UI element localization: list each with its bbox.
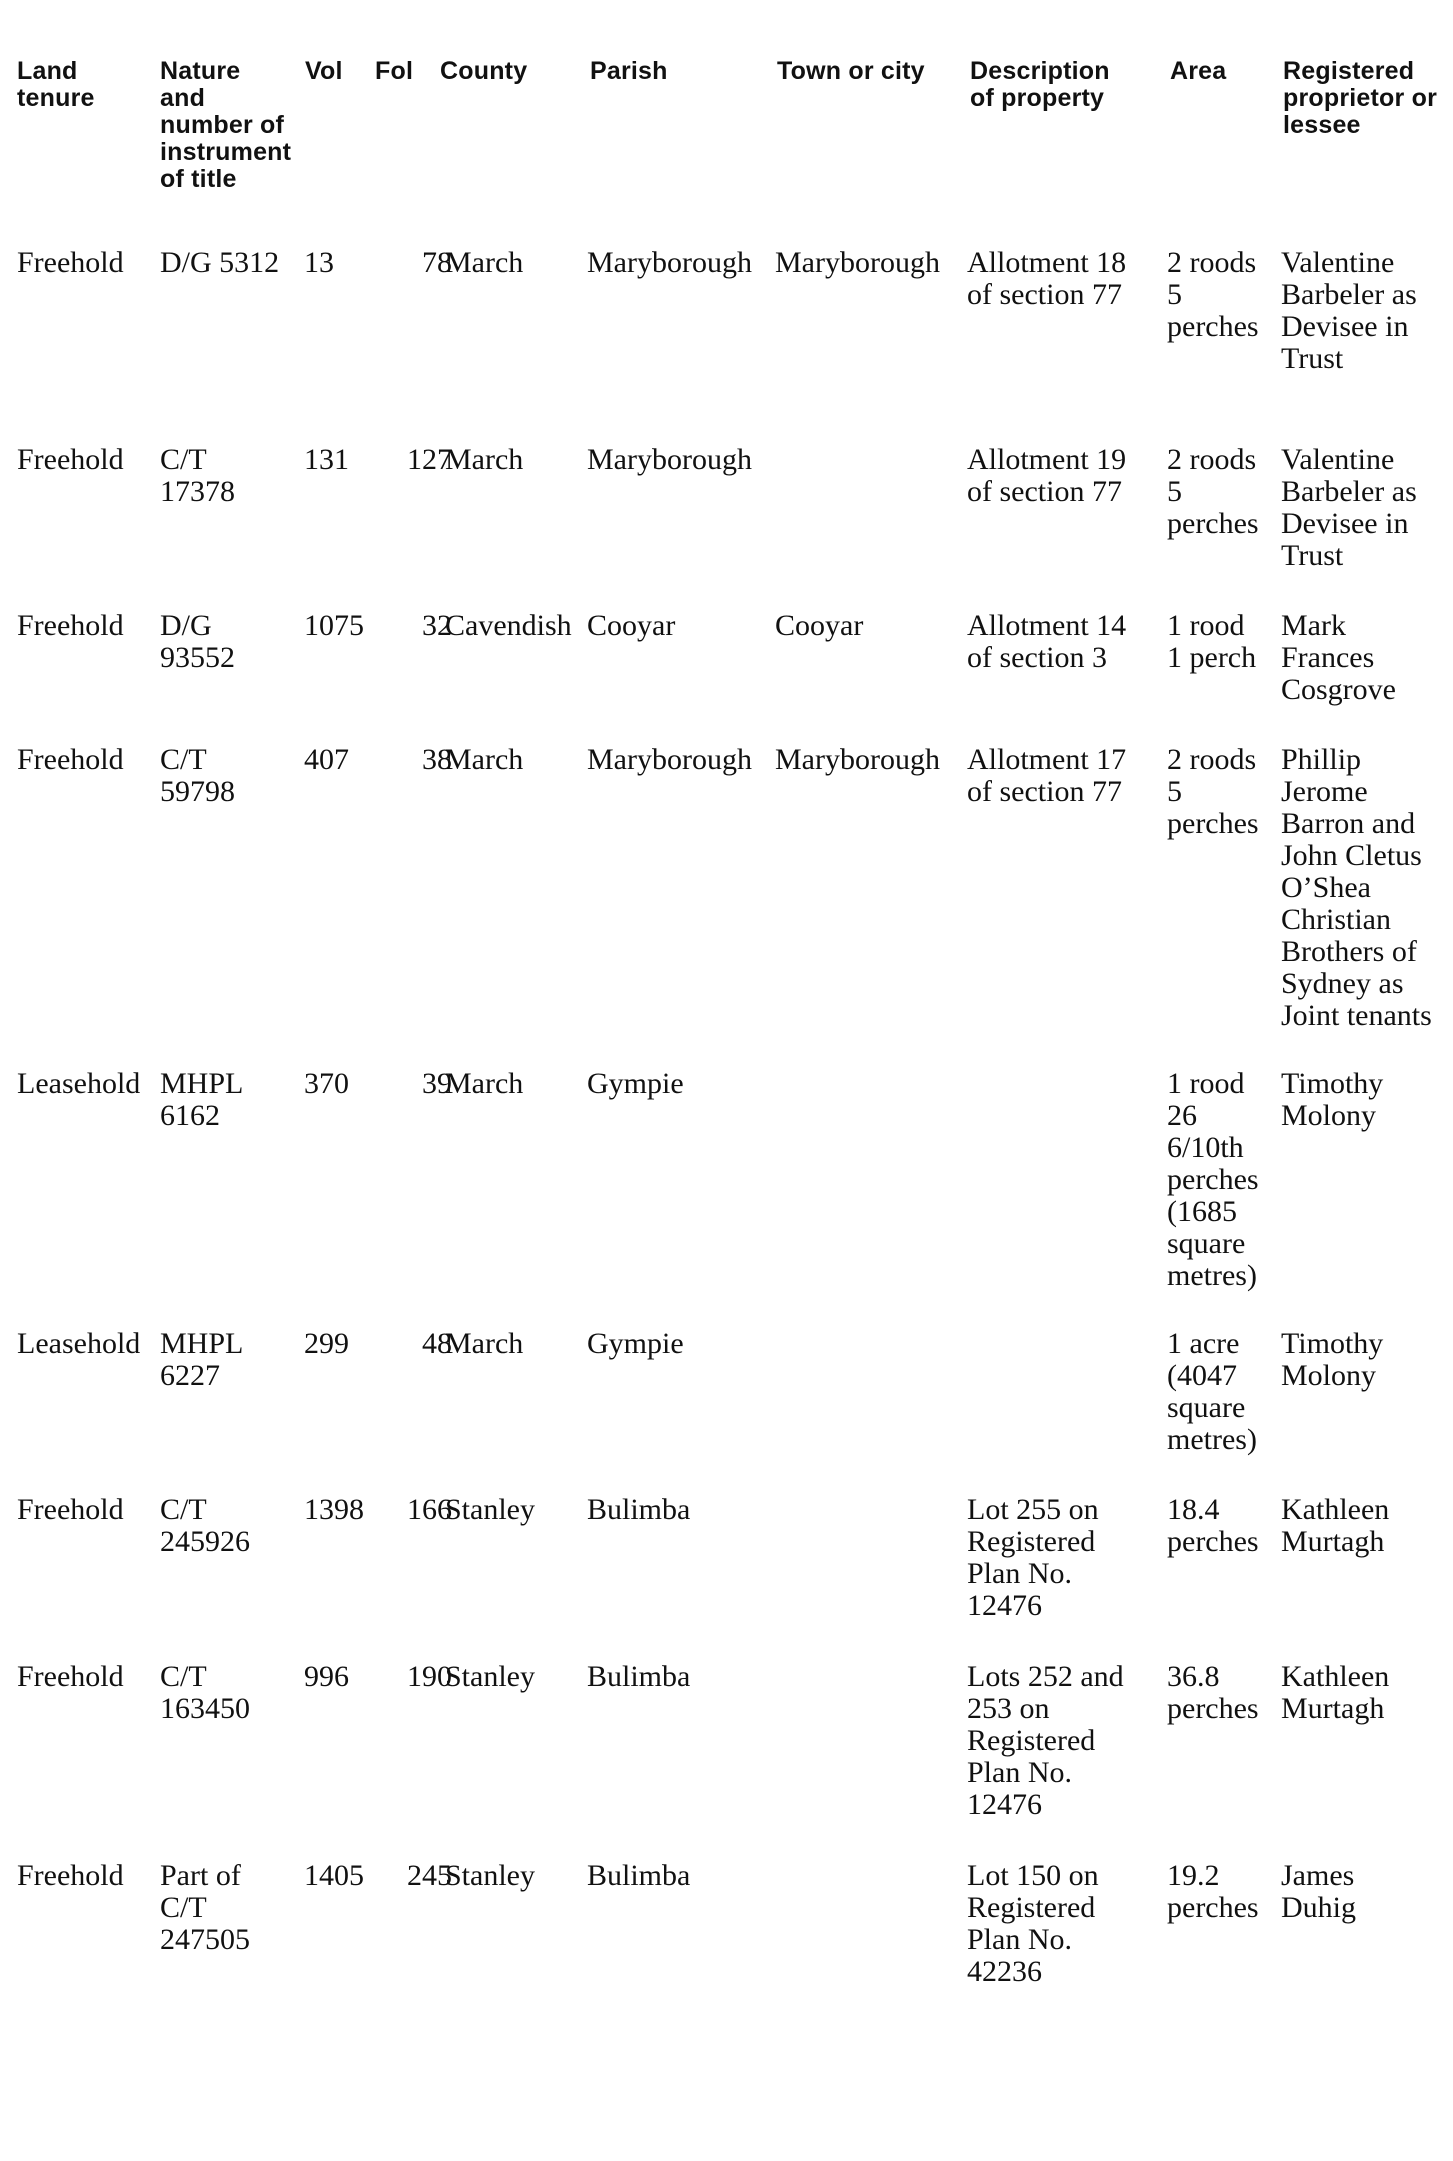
cell-county: Stanley: [445, 1859, 535, 1892]
cell-vol: 13: [304, 246, 334, 279]
cell-parish: Gympie: [587, 1327, 684, 1360]
cell-area: 2 roods 5 perches: [1167, 443, 1259, 540]
cell-town: Cooyar: [775, 609, 864, 642]
cell-tenure: Freehold: [17, 1493, 124, 1526]
cell-fol: 166: [407, 1493, 452, 1526]
header-description: Description of property: [970, 57, 1110, 112]
cell-parish: Bulimba: [587, 1859, 691, 1892]
cell-instrument: C/T 17378: [160, 443, 235, 508]
header-fol: Fol: [375, 57, 414, 85]
cell-tenure: Freehold: [17, 743, 124, 776]
cell-fol: 38: [422, 743, 452, 776]
cell-instrument: MHPL 6162: [160, 1067, 244, 1132]
cell-county: March: [445, 1067, 524, 1100]
cell-vol: 407: [304, 743, 349, 776]
cell-town: Maryborough: [775, 743, 940, 776]
cell-proprietor: Valentine Barbeler as Devisee in Trust: [1281, 443, 1417, 572]
cell-area: 2 roods 5 perches: [1167, 743, 1259, 840]
cell-county: March: [445, 246, 524, 279]
cell-fol: 32: [422, 609, 452, 642]
cell-description: Lots 252 and 253 on Registered Plan No. 12476: [967, 1660, 1124, 1821]
cell-vol: 996: [304, 1660, 349, 1693]
cell-area: 1 rood 1 perch: [1167, 609, 1257, 674]
cell-parish: Bulimba: [587, 1660, 691, 1693]
cell-vol: 1075: [304, 609, 364, 642]
cell-parish: Gympie: [587, 1067, 684, 1100]
cell-proprietor: Timothy Molony: [1281, 1327, 1384, 1392]
cell-instrument: C/T 59798: [160, 743, 235, 808]
cell-proprietor: Kathleen Murtagh: [1281, 1660, 1390, 1725]
cell-area: 18.4 perches: [1167, 1493, 1259, 1558]
cell-proprietor: James Duhig: [1281, 1859, 1356, 1924]
header-land-tenure: Land tenure: [17, 57, 95, 112]
cell-description: Allotment 14 of section 3: [967, 609, 1127, 674]
cell-description: Allotment 19 of section 77: [967, 443, 1127, 508]
cell-fol: 190: [407, 1660, 452, 1693]
cell-tenure: Freehold: [17, 246, 124, 279]
cell-tenure: Leasehold: [17, 1067, 141, 1100]
cell-vol: 1405: [304, 1859, 364, 1892]
cell-vol: 299: [304, 1327, 349, 1360]
cell-fol: 245: [407, 1859, 452, 1892]
cell-description: Lot 255 on Registered Plan No. 12476: [967, 1493, 1099, 1622]
cell-proprietor: Timothy Molony: [1281, 1067, 1384, 1132]
cell-proprietor: Kathleen Murtagh: [1281, 1493, 1390, 1558]
cell-fol: 127: [407, 443, 452, 476]
cell-area: 36.8 perches: [1167, 1660, 1259, 1725]
cell-vol: 131: [304, 443, 349, 476]
cell-county: Cavendish: [445, 609, 572, 642]
cell-proprietor: Valentine Barbeler as Devisee in Trust: [1281, 246, 1417, 375]
cell-description: Lot 150 on Registered Plan No. 42236: [967, 1859, 1099, 1988]
cell-tenure: Freehold: [17, 443, 124, 476]
cell-tenure: Freehold: [17, 609, 124, 642]
header-instrument: Nature and number of instrument of title: [160, 57, 292, 193]
cell-county: March: [445, 443, 524, 476]
cell-tenure: Freehold: [17, 1859, 124, 1892]
cell-description: Allotment 18 of section 77: [967, 246, 1127, 311]
cell-town: Maryborough: [775, 246, 940, 279]
header-town: Town or city: [777, 57, 925, 85]
cell-instrument: C/T 163450: [160, 1660, 250, 1725]
cell-fol: 78: [422, 246, 452, 279]
cell-proprietor: Phillip Jerome Barron and John Cletus O’Shea Christian Brothers of Sydney as Joint tenants: [1281, 743, 1432, 1032]
cell-area: 2 roods 5 perches: [1167, 246, 1259, 343]
cell-description: Allotment 17 of section 77: [967, 743, 1127, 808]
cell-instrument: C/T 245926: [160, 1493, 250, 1558]
cell-parish: Maryborough: [587, 443, 752, 476]
cell-proprietor: Mark Frances Cosgrove: [1281, 609, 1396, 706]
cell-county: March: [445, 1327, 524, 1360]
cell-parish: Maryborough: [587, 246, 752, 279]
cell-instrument: MHPL 6227: [160, 1327, 244, 1392]
cell-county: March: [445, 743, 524, 776]
cell-parish: Bulimba: [587, 1493, 691, 1526]
cell-area: 1 rood 26 6/10th perches (1685 square metres): [1167, 1067, 1259, 1292]
header-vol: Vol: [305, 57, 343, 85]
cell-tenure: Freehold: [17, 1660, 124, 1693]
cell-instrument: D/G 93552: [160, 609, 235, 674]
cell-area: 1 acre (4047 square metres): [1167, 1327, 1257, 1456]
header-parish: Parish: [590, 57, 668, 85]
header-area: Area: [1170, 57, 1227, 85]
header-county: County: [440, 57, 528, 85]
header-proprietor: Registered proprietor or lessee: [1283, 57, 1437, 139]
cell-county: Stanley: [445, 1493, 535, 1526]
cell-instrument: Part of C/T 247505: [160, 1859, 250, 1956]
cell-parish: Cooyar: [587, 609, 676, 642]
cell-area: 19.2 perches: [1167, 1859, 1259, 1924]
cell-vol: 1398: [304, 1493, 364, 1526]
cell-vol: 370: [304, 1067, 349, 1100]
cell-county: Stanley: [445, 1660, 535, 1693]
cell-tenure: Leasehold: [17, 1327, 141, 1360]
cell-fol: 39: [422, 1067, 452, 1100]
cell-instrument: D/G 5312: [160, 246, 280, 279]
cell-parish: Maryborough: [587, 743, 752, 776]
cell-fol: 48: [422, 1327, 452, 1360]
